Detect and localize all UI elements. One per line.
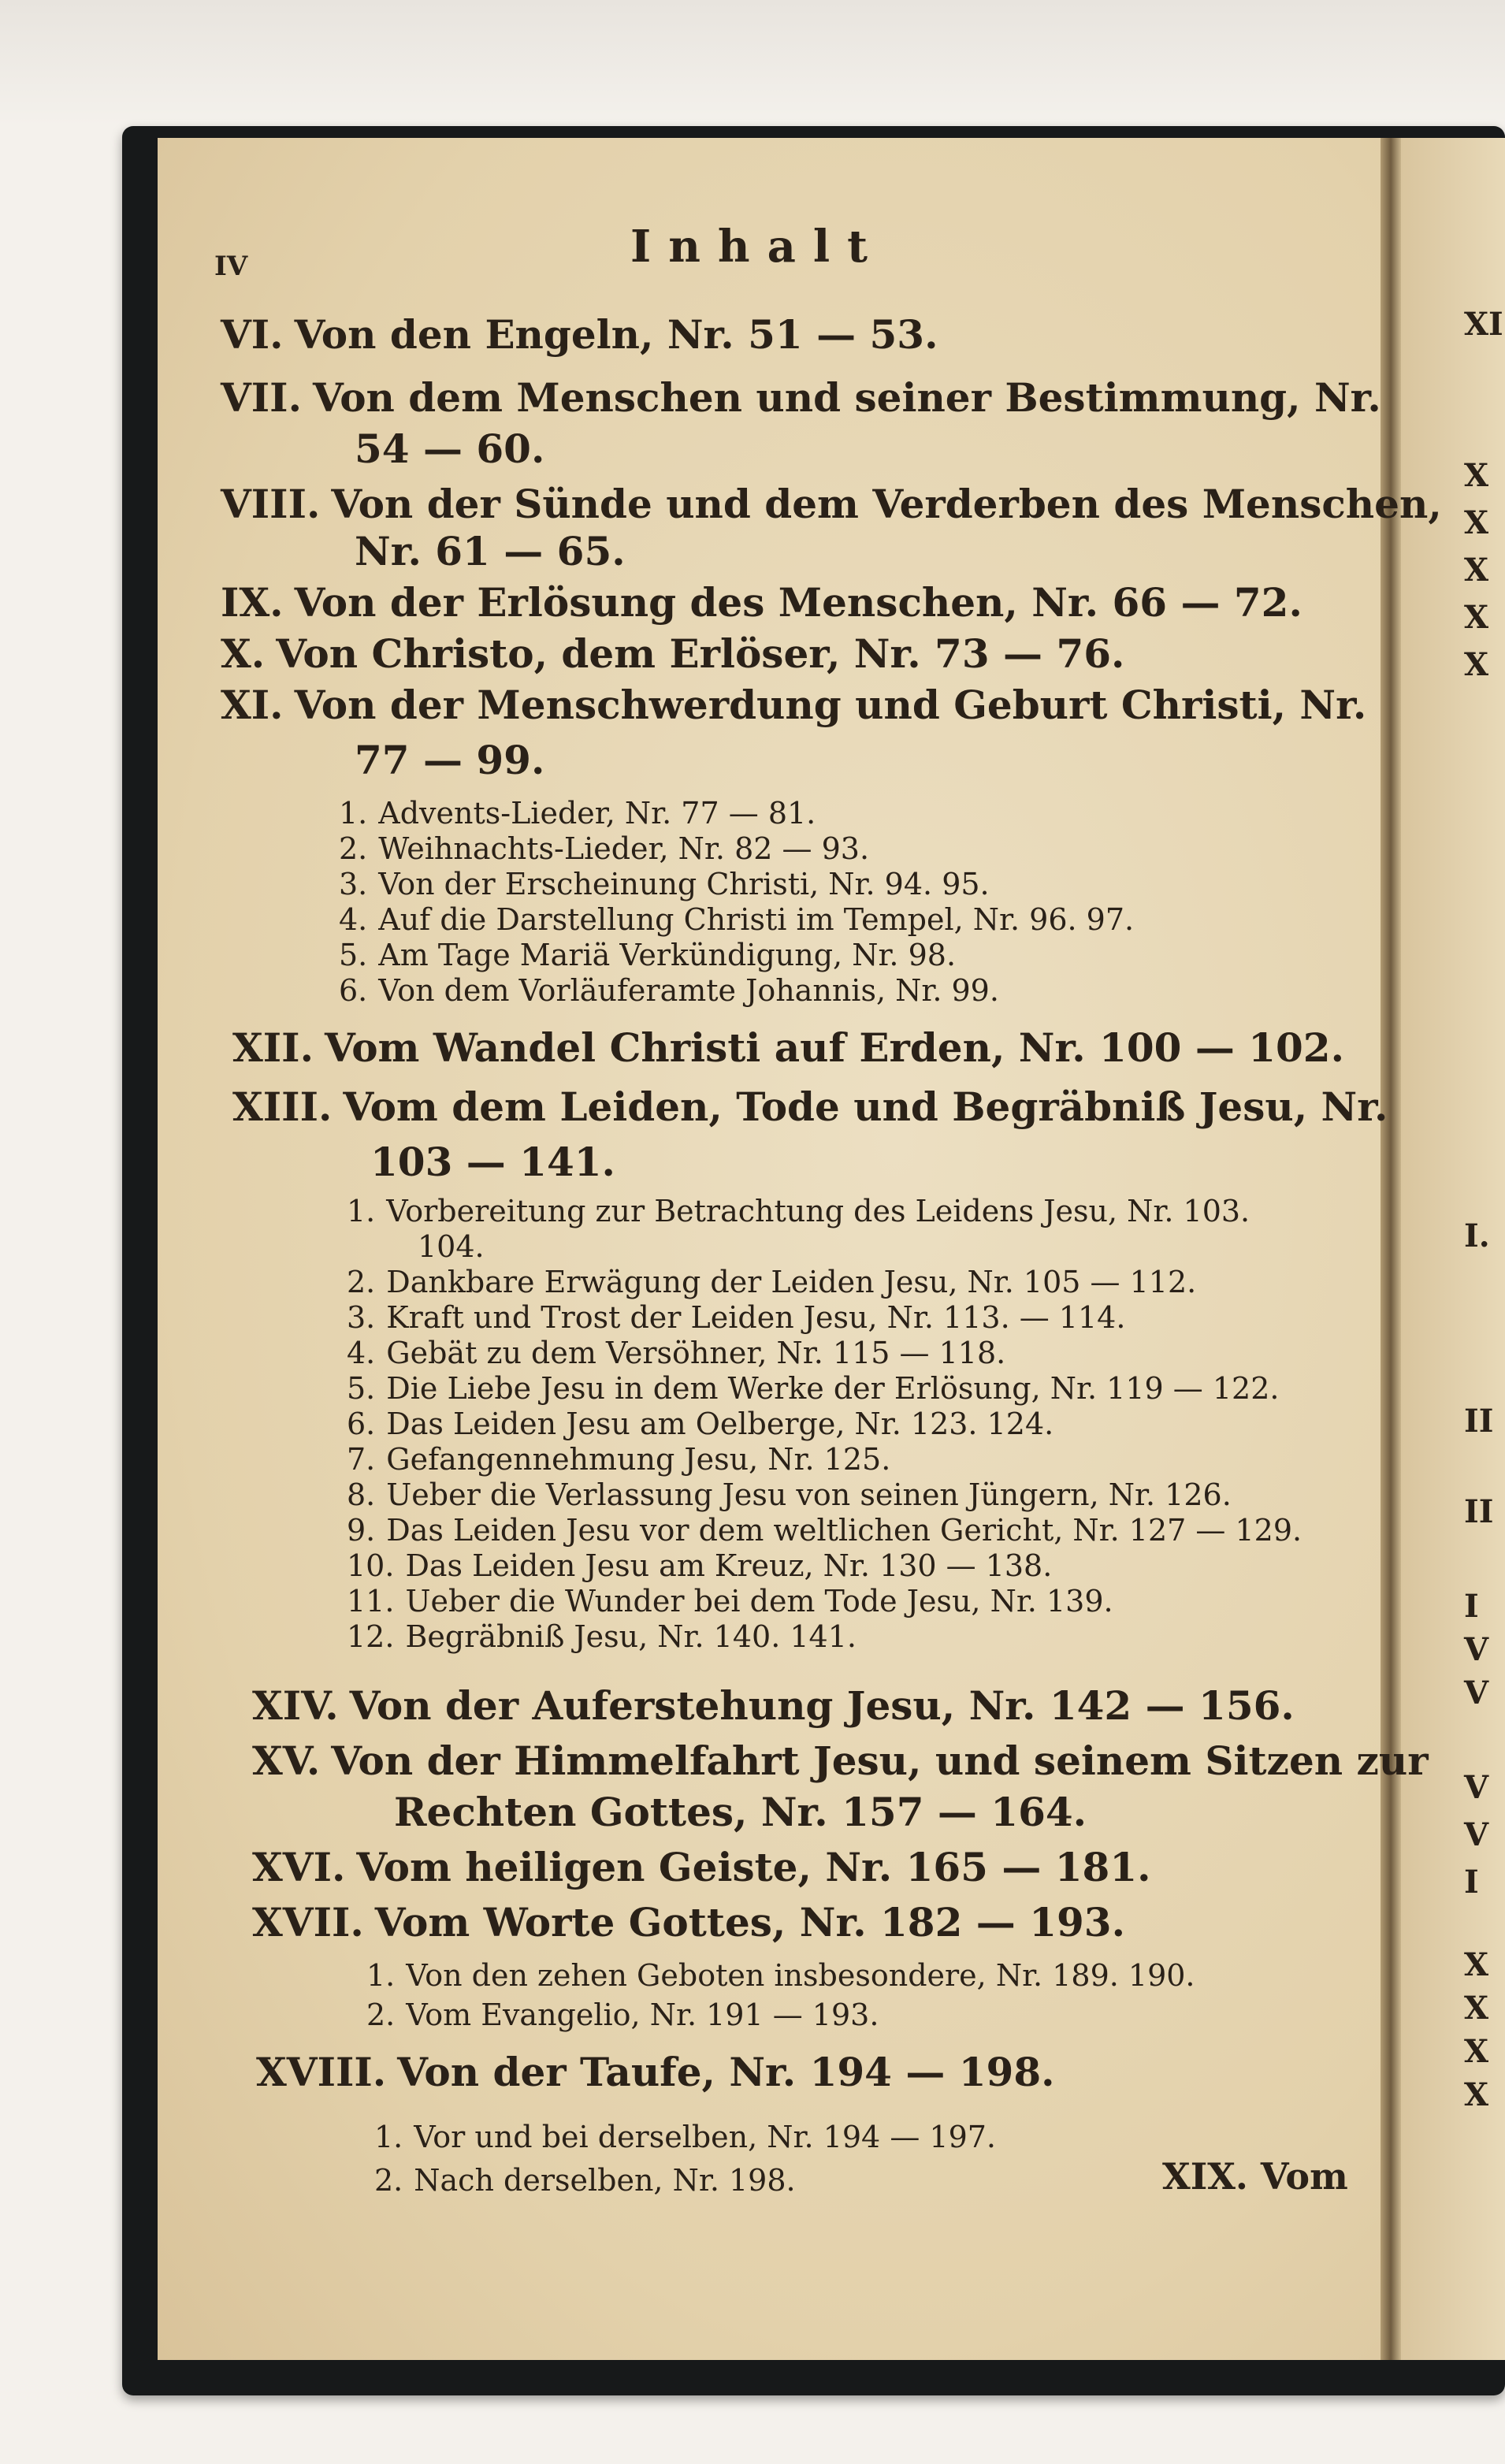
facing-fragment: I — [1464, 1864, 1479, 1901]
section-title: Vom heiligen Geiste, Nr. 165 — 181. — [356, 1844, 1151, 1890]
subentry-title: Vom Evangelio, Nr. 191 — 193. — [406, 1998, 879, 2032]
subentry-number: 4. — [347, 1336, 376, 1370]
toc-section-continuation: 103 — 141. — [370, 1139, 615, 1185]
subentry-number: 6. — [347, 1407, 376, 1441]
subentry-number: 1. — [374, 2120, 403, 2154]
section-numeral: XVIII. — [256, 2049, 387, 2095]
subentry-number: 1. — [366, 1958, 396, 1993]
toc-subentry — [339, 796, 816, 831]
toc-subentry — [347, 1548, 1052, 1583]
section-title: Von der Auferstehung Jesu, Nr. 142 — 156. — [349, 1682, 1295, 1729]
section-numeral: XIII. — [232, 1083, 333, 1130]
subentry-number: 2. — [339, 831, 368, 866]
section-title: Von der Menschwerdung und Geburt Christi, Nr. — [294, 682, 1367, 728]
subentry-title: Vor und bei derselben, Nr. 194 — 197. — [414, 2120, 997, 2154]
subentry-number: 5. — [339, 938, 368, 972]
toc-section — [232, 1024, 1344, 1071]
subentry-number: 11. — [347, 1584, 395, 1619]
toc-subentry — [347, 1371, 1279, 1406]
background-top — [0, 0, 1505, 126]
facing-fragment: V — [1464, 1674, 1489, 1711]
section-numeral: IX. — [221, 579, 284, 626]
subentry-number: 9. — [347, 1513, 376, 1548]
facing-fragment: X — [1464, 504, 1489, 541]
section-numeral: VIII. — [221, 481, 321, 527]
subentry-number: 2. — [374, 2163, 403, 2198]
section-title: Vom Worte Gottes, Nr. 182 — 193. — [374, 1899, 1125, 1946]
facing-fragment: X — [1464, 2076, 1489, 2113]
toc-section-continuation: 77 — 99. — [355, 737, 545, 783]
section-title: Von der Taufe, Nr. 194 — 198. — [397, 2049, 1055, 2095]
facing-fragment: X — [1464, 646, 1489, 683]
subentry-title: Gefangennehmung Jesu, Nr. 125. — [386, 1442, 891, 1477]
page-title: Inhalt — [630, 221, 886, 273]
facing-fragment: X — [1464, 1946, 1489, 1983]
toc-section — [252, 1899, 1125, 1946]
book-gutter — [1381, 138, 1401, 2360]
subentry-title: Vorbereitung zur Betrachtung des Leidens Jesu, Nr. 103. — [386, 1194, 1250, 1228]
toc-subentry — [339, 902, 1134, 937]
subentry-title: Von der Erscheinung Christi, Nr. 94. 95. — [378, 867, 990, 901]
subentry-number: 2. — [347, 1265, 376, 1299]
toc-subentry — [347, 1300, 1125, 1335]
toc-section-continuation: Rechten Gottes, Nr. 157 — 164. — [394, 1789, 1087, 1835]
subentry-title: Dankbare Erwägung der Leiden Jesu, Nr. 105 — 112. — [386, 1265, 1197, 1299]
toc-section — [221, 579, 1302, 626]
section-numeral: XI. — [221, 682, 284, 728]
subentry-title: Das Leiden Jesu am Kreuz, Nr. 130 — 138. — [405, 1548, 1053, 1583]
section-title: Von der Himmelfahrt Jesu, und seinem Sitzen zur — [331, 1737, 1429, 1784]
catchword: XIX. Vom — [1162, 2155, 1348, 2198]
toc-subentry — [347, 1584, 1113, 1619]
toc-section — [252, 1737, 1429, 1784]
facing-fragment: V — [1464, 1769, 1489, 1806]
toc-subentry — [347, 1619, 857, 1654]
subentry-title: Das Leiden Jesu am Oelberge, Nr. 123. 124. — [386, 1407, 1054, 1441]
toc-subentry — [374, 2163, 796, 2198]
toc-section — [252, 1682, 1295, 1729]
toc-section — [221, 630, 1124, 677]
toc-subentry — [339, 973, 999, 1008]
subentry-number: 12. — [347, 1619, 395, 1654]
toc-subentry — [366, 1998, 879, 2032]
toc-subentry-continuation: 104. — [418, 1229, 485, 1264]
toc-section — [221, 374, 1381, 421]
subentry-number: 10. — [347, 1548, 395, 1583]
facing-fragment: II — [1464, 1403, 1494, 1440]
toc-section — [232, 1083, 1388, 1130]
section-title: Vom Wandel Christi auf Erden, Nr. 100 — 102. — [324, 1024, 1345, 1071]
section-numeral: XV. — [252, 1737, 321, 1784]
toc-subentry — [339, 867, 990, 901]
subentry-title: Von den zehen Geboten insbesondere, Nr. 189. 190. — [406, 1958, 1195, 1993]
toc-subentry — [339, 938, 956, 972]
facing-fragment: X — [1464, 457, 1489, 494]
section-title: Vom dem Leiden, Tode und Begräbniß Jesu, Nr. — [343, 1083, 1388, 1130]
subentry-title: Ueber die Wunder bei dem Tode Jesu, Nr. 139. — [405, 1584, 1113, 1619]
toc-subentry — [339, 831, 869, 866]
section-numeral: VI. — [221, 311, 284, 358]
section-numeral: XVII. — [252, 1899, 364, 1946]
toc-subentry — [347, 1336, 1005, 1370]
section-numeral: X. — [221, 630, 266, 677]
toc-subentry — [347, 1477, 1232, 1512]
toc-subentry — [347, 1442, 890, 1477]
toc-subentry — [347, 1513, 1302, 1548]
subentry-title: Am Tage Mariä Verkündigung, Nr. 98. — [378, 938, 957, 972]
subentry-title: Die Liebe Jesu in dem Werke der Erlösung, Nr. 119 — 122. — [386, 1371, 1280, 1406]
facing-fragment: II — [1464, 1493, 1494, 1530]
section-numeral: VII. — [221, 374, 302, 421]
facing-fragment: V — [1464, 1816, 1489, 1853]
subentry-number: 6. — [339, 973, 368, 1008]
subentry-title: Das Leiden Jesu vor dem weltlichen Gericht, Nr. 127 — 129. — [386, 1513, 1302, 1548]
subentry-number: 7. — [347, 1442, 376, 1477]
section-numeral: XII. — [232, 1024, 314, 1071]
facing-fragment: X — [1464, 552, 1489, 589]
subentry-title: Kraft und Trost der Leiden Jesu, Nr. 113. — 114. — [386, 1300, 1126, 1335]
subentry-title: Nach derselben, Nr. 198. — [414, 2163, 796, 2198]
toc-section — [221, 481, 1442, 527]
section-title: Von den Engeln, Nr. 51 — 53. — [294, 311, 938, 358]
section-numeral: XVI. — [252, 1844, 346, 1890]
section-title: Von der Erlösung des Menschen, Nr. 66 — 72. — [294, 579, 1302, 626]
facing-fragment: V — [1464, 1631, 1489, 1668]
page-right-edge — [1401, 138, 1505, 2360]
facing-fragment: XI — [1464, 306, 1503, 343]
subentry-number: 1. — [347, 1194, 376, 1228]
subentry-number: 4. — [339, 902, 368, 937]
subentry-number: 5. — [347, 1371, 376, 1406]
section-title: Von der Sünde und dem Verderben des Menschen, — [331, 481, 1442, 527]
subentry-title: Auf die Darstellung Christi im Tempel, Nr. 96. 97. — [378, 902, 1135, 937]
subentry-number: 2. — [366, 1998, 396, 2032]
facing-fragment: I. — [1464, 1217, 1490, 1254]
facing-fragment: X — [1464, 1990, 1489, 2027]
toc-section — [221, 682, 1366, 728]
toc-section — [256, 2049, 1055, 2095]
subentry-title: Begräbniß Jesu, Nr. 140. 141. — [405, 1619, 857, 1654]
facing-fragment: X — [1464, 599, 1489, 636]
subentry-number: 3. — [347, 1300, 376, 1335]
facing-fragment: I — [1464, 1588, 1479, 1625]
section-numeral: XIV. — [252, 1682, 339, 1729]
subentry-title: Weihnachts-Lieder, Nr. 82 — 93. — [378, 831, 870, 866]
toc-subentry — [347, 1265, 1196, 1299]
toc-subentry — [374, 2120, 996, 2154]
subentry-number: 3. — [339, 867, 368, 901]
facing-fragment: X — [1464, 2033, 1489, 2070]
subentry-title: Von dem Vorläuferamte Johannis, Nr. 99. — [378, 973, 999, 1008]
subentry-number: 8. — [347, 1477, 376, 1512]
toc-section-continuation: Nr. 61 — 65. — [355, 528, 626, 574]
section-title: Von Christo, dem Erlöser, Nr. 73 — 76. — [276, 630, 1125, 677]
toc-section — [252, 1844, 1151, 1890]
subentry-title: Gebät zu dem Versöhner, Nr. 115 — 118. — [386, 1336, 1006, 1370]
toc-section-continuation: 54 — 60. — [355, 426, 545, 472]
subentry-title: Ueber die Verlassung Jesu von seinen Jüngern, Nr. 126. — [386, 1477, 1232, 1512]
page-number: IV — [214, 251, 248, 282]
toc-subentry — [347, 1407, 1054, 1441]
toc-subentry — [347, 1194, 1250, 1228]
toc-section — [221, 311, 938, 358]
toc-subentry — [366, 1958, 1195, 1993]
subentry-title: Advents-Lieder, Nr. 77 — 81. — [378, 796, 816, 831]
subentry-number: 1. — [339, 796, 368, 831]
section-title: Von dem Menschen und seiner Bestimmung, Nr. — [312, 374, 1381, 421]
